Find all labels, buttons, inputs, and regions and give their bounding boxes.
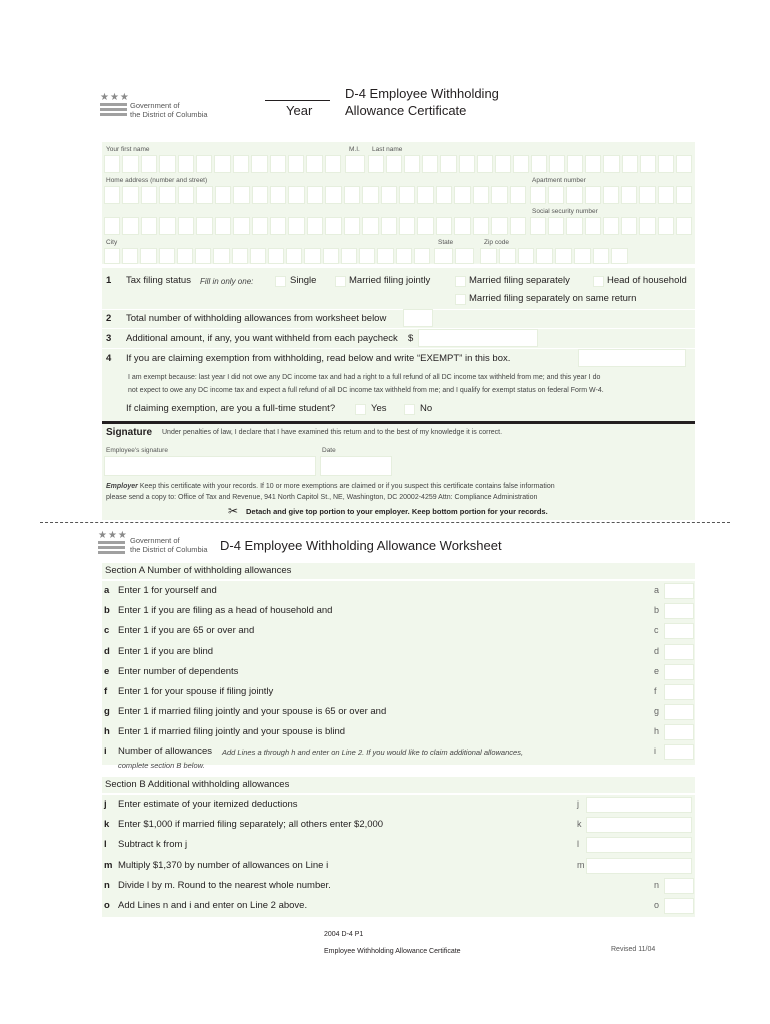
- employer-text1: Keep this certificate with your records. If 10 or more exemptions are claimed or if you suspect this certificate contains false information: [139, 483, 555, 490]
- single-radio[interactable]: [275, 276, 286, 287]
- address-line2-field[interactable]: [104, 217, 526, 235]
- mi-field[interactable]: [345, 155, 365, 173]
- row-text: Subtract k from j: [118, 839, 188, 851]
- row-letter: g: [104, 706, 110, 718]
- row-letter: j: [104, 799, 107, 810]
- row-field[interactable]: [586, 797, 692, 813]
- row-right-letter: f: [654, 686, 657, 696]
- row-letter: c: [104, 625, 110, 637]
- first-name-label: Your first name: [106, 146, 150, 153]
- line3-number: 3: [106, 333, 112, 344]
- worksheet-row-e: [102, 663, 695, 681]
- exempt-field[interactable]: [578, 349, 686, 367]
- worksheet-row-c: [102, 622, 695, 640]
- dc-logo: [100, 92, 210, 122]
- mfs-same-radio[interactable]: [455, 294, 466, 305]
- row-text: Enter estimate of your itemized deductions: [118, 799, 298, 810]
- row-text: Enter $1,000 if married filing separately; all others enter $2,000: [118, 819, 384, 831]
- last-name-label: Last name: [372, 146, 403, 153]
- row-right-letter: o: [654, 900, 660, 910]
- form-title-line1: D-4 Employee Withholding: [345, 86, 499, 101]
- row-letter: f: [104, 686, 108, 697]
- state-label: State: [438, 239, 454, 246]
- row-letter: k: [104, 819, 110, 831]
- row-text: Enter 1 if you are 65 or over and: [118, 625, 255, 637]
- student-question: If claiming exemption, are you a full-time student?: [126, 403, 336, 414]
- row-text: Enter 1 if married filing jointly and your spouse is 65 or over and: [118, 706, 387, 718]
- line2-field[interactable]: [403, 309, 433, 327]
- mfj-label: Married filing jointly: [349, 275, 431, 286]
- line4-number: 4: [106, 353, 112, 364]
- worksheet-row-n: [102, 877, 695, 895]
- worksheet-row-m: [102, 857, 695, 875]
- section-a-title: Section A Number of withholding allowances: [105, 565, 292, 576]
- first-name-field[interactable]: [104, 155, 341, 173]
- row-i-hint2: complete section B below.: [118, 761, 205, 770]
- single-label: Single: [290, 275, 317, 286]
- worksheet-row-f: [102, 683, 695, 701]
- mfs-same-label: Married filing separately on same return: [469, 293, 637, 304]
- cut-line: [40, 522, 730, 523]
- apartment-field[interactable]: [530, 186, 692, 204]
- row-text: Enter 1 for yourself and: [118, 585, 217, 596]
- row-i-right-letter: i: [654, 746, 656, 756]
- row-right-letter: g: [654, 706, 660, 717]
- line1-hint: Fill in only one:: [200, 277, 254, 286]
- row-right-letter: e: [654, 665, 660, 676]
- worksheet-logo-line2: the District of Columbia: [130, 545, 208, 554]
- worksheet-row-o: [102, 897, 695, 915]
- student-yes-radio[interactable]: [355, 404, 366, 415]
- row-field[interactable]: [664, 724, 694, 740]
- row-field[interactable]: [664, 878, 694, 894]
- mi-label: M.I.: [349, 146, 360, 153]
- line1-text: Tax filing status: [126, 275, 191, 286]
- mfs-radio[interactable]: [455, 276, 466, 287]
- city-label: City: [106, 239, 118, 246]
- mfj-radio[interactable]: [335, 276, 346, 287]
- row-field[interactable]: [586, 817, 692, 833]
- row-field[interactable]: [664, 684, 694, 700]
- worksheet-logo-line1: Government of: [130, 536, 180, 545]
- logo-line1: Government of: [130, 101, 180, 110]
- row-letter: d: [104, 645, 110, 657]
- scissors-icon: ✂: [228, 504, 239, 518]
- logo-line2: the District of Columbia: [130, 110, 208, 119]
- footer-revised: Revised 11/04: [611, 946, 656, 953]
- ssn-label: Social security number: [532, 208, 598, 215]
- row-right-letter: h: [654, 726, 660, 737]
- row-letter: n: [104, 879, 110, 891]
- mfs-label: Married filing separately: [469, 275, 570, 286]
- row-letter: m: [104, 859, 113, 871]
- row-right-letter: c: [654, 625, 659, 636]
- signature-title: Signature: [106, 427, 153, 438]
- student-yes-label: Yes: [371, 403, 387, 414]
- worksheet-row-b: [102, 602, 695, 620]
- row-letter: b: [104, 605, 110, 617]
- detach-text: Detach and give top portion to your employer. Keep bottom portion for your records.: [246, 507, 548, 516]
- signature-declaration: Under penalties of law, I declare that I have examined this return and to the best of my knowledge it is correct.: [162, 429, 503, 436]
- row-right-letter: l: [577, 839, 579, 850]
- exempt-text-line2: not expect to owe any DC income tax and expect a full refund of all DC income tax withheld from me; and I qualify for exempt status on federal Form W-4.: [128, 387, 604, 394]
- worksheet-bars-icon: [98, 541, 125, 556]
- row-i: [102, 743, 695, 761]
- worksheet-row-h: [102, 723, 695, 741]
- row-text: Enter 1 for your spouse if filing jointly: [118, 686, 274, 697]
- worksheet-row-g: [102, 703, 695, 721]
- hoh-radio[interactable]: [593, 276, 604, 287]
- line2-text: Total number of withholding allowances from worksheet below: [126, 313, 387, 324]
- year-blank[interactable]: [265, 100, 330, 101]
- row-text: Add Lines n and i and enter on Line 2 above.: [118, 900, 308, 911]
- hoh-label: Head of household: [607, 275, 687, 286]
- state-field[interactable]: [434, 248, 474, 264]
- year-label: Year: [286, 103, 313, 118]
- last-name-field[interactable]: [368, 155, 692, 173]
- row-right-letter: d: [654, 645, 660, 656]
- worksheet-logo: [98, 530, 208, 560]
- row-text: Enter 1 if you are filing as a head of household and: [118, 605, 333, 617]
- line2-number: 2: [106, 313, 112, 324]
- worksheet-row-a: [102, 582, 695, 600]
- row-text: Multiply $1,370 by number of allowances on Line i: [118, 859, 329, 871]
- row-letter: h: [104, 726, 110, 738]
- date-field[interactable]: [320, 456, 392, 476]
- exempt-text-line1: I am exempt because: last year I did not owe any DC income tax and had a right to a full refund of all DC income tax withheld from me; and this year I do: [128, 374, 601, 381]
- footer-form-name: Employee Withholding Allowance Certificate: [324, 948, 461, 955]
- worksheet-stars-icon: ★★★: [98, 530, 128, 541]
- row-field[interactable]: [664, 664, 694, 680]
- city-field[interactable]: [104, 248, 430, 264]
- zip-field[interactable]: [480, 248, 628, 264]
- row-letter: o: [104, 900, 110, 911]
- row-field[interactable]: [586, 858, 692, 874]
- row-text: Divide l by m. Round to the nearest whole number.: [118, 879, 331, 891]
- date-label: Date: [322, 447, 336, 454]
- form-title-line2: Allowance Certificate: [345, 103, 467, 118]
- zip-label: Zip code: [484, 239, 509, 246]
- row-letter: l: [104, 839, 107, 851]
- row-i-letter: i: [104, 746, 107, 757]
- row-field[interactable]: [664, 704, 694, 720]
- row-letter: a: [104, 585, 110, 596]
- ssn-field[interactable]: [530, 217, 692, 235]
- row-field[interactable]: [664, 583, 694, 599]
- employee-signature-label: Employee's signature: [106, 447, 168, 454]
- row-field[interactable]: [664, 898, 694, 914]
- row-field[interactable]: [664, 623, 694, 639]
- employer-note-line2: please send a copy to: Office of Tax and Revenue, 941 North Capitol St., NE, Washington, DC 20002-4259 Attn: Compliance Administration: [106, 494, 538, 501]
- row-right-letter: m: [577, 859, 585, 870]
- student-no-radio[interactable]: [404, 404, 415, 415]
- row-right-letter: b: [654, 605, 660, 616]
- worksheet-title: D-4 Employee Withholding Allowance Worksheet: [220, 538, 502, 553]
- worksheet-row-l: [102, 836, 695, 854]
- row-text: Enter number of dependents: [118, 665, 239, 677]
- worksheet-row-k: [102, 816, 695, 834]
- footer-form-id: 2004 D-4 P1: [324, 931, 364, 938]
- row-letter: e: [104, 665, 110, 677]
- home-address-label: Home address (number and street): [106, 177, 208, 184]
- stars-icon: ★★★: [100, 92, 130, 103]
- line3-dollar: $: [408, 333, 414, 344]
- row-text: Enter 1 if married filing jointly and your spouse is blind: [118, 726, 346, 738]
- apartment-label: Apartment number: [532, 177, 586, 184]
- row-right-letter: k: [577, 819, 582, 830]
- row-i-field[interactable]: [664, 744, 694, 760]
- worksheet-row-j: [102, 796, 695, 814]
- worksheet-row-d: [102, 643, 695, 661]
- line3-field[interactable]: [418, 329, 538, 347]
- employer-note-line1: [106, 483, 555, 490]
- home-address-field[interactable]: [104, 186, 526, 204]
- row-right-letter: j: [577, 799, 579, 809]
- row-right-letter: a: [654, 585, 660, 595]
- row-text: Enter 1 if you are blind: [118, 645, 214, 657]
- line3-text: Additional amount, if any, you want withheld from each paycheck: [126, 333, 398, 344]
- row-right-letter: n: [654, 879, 660, 890]
- row-field[interactable]: [586, 837, 692, 853]
- employer-bold: Employer: [106, 483, 138, 490]
- line1-number: 1: [106, 275, 112, 286]
- section-b-title: Section B Additional withholding allowances: [105, 779, 290, 790]
- student-no-label: No: [420, 403, 433, 414]
- row-i-text: Number of allowances: [118, 746, 212, 757]
- line4-text: If you are claiming exemption from withholding, read below and write “EXEMPT” in this box.: [126, 353, 511, 364]
- row-field[interactable]: [664, 603, 694, 619]
- row-i-hint1: Add Lines a through h and enter on Line 2. If you would like to claim additional allowances,: [222, 748, 524, 757]
- row-field[interactable]: [664, 644, 694, 660]
- employee-signature-field[interactable]: [104, 456, 316, 476]
- bars-icon: [100, 103, 127, 118]
- lines-section: [102, 268, 695, 421]
